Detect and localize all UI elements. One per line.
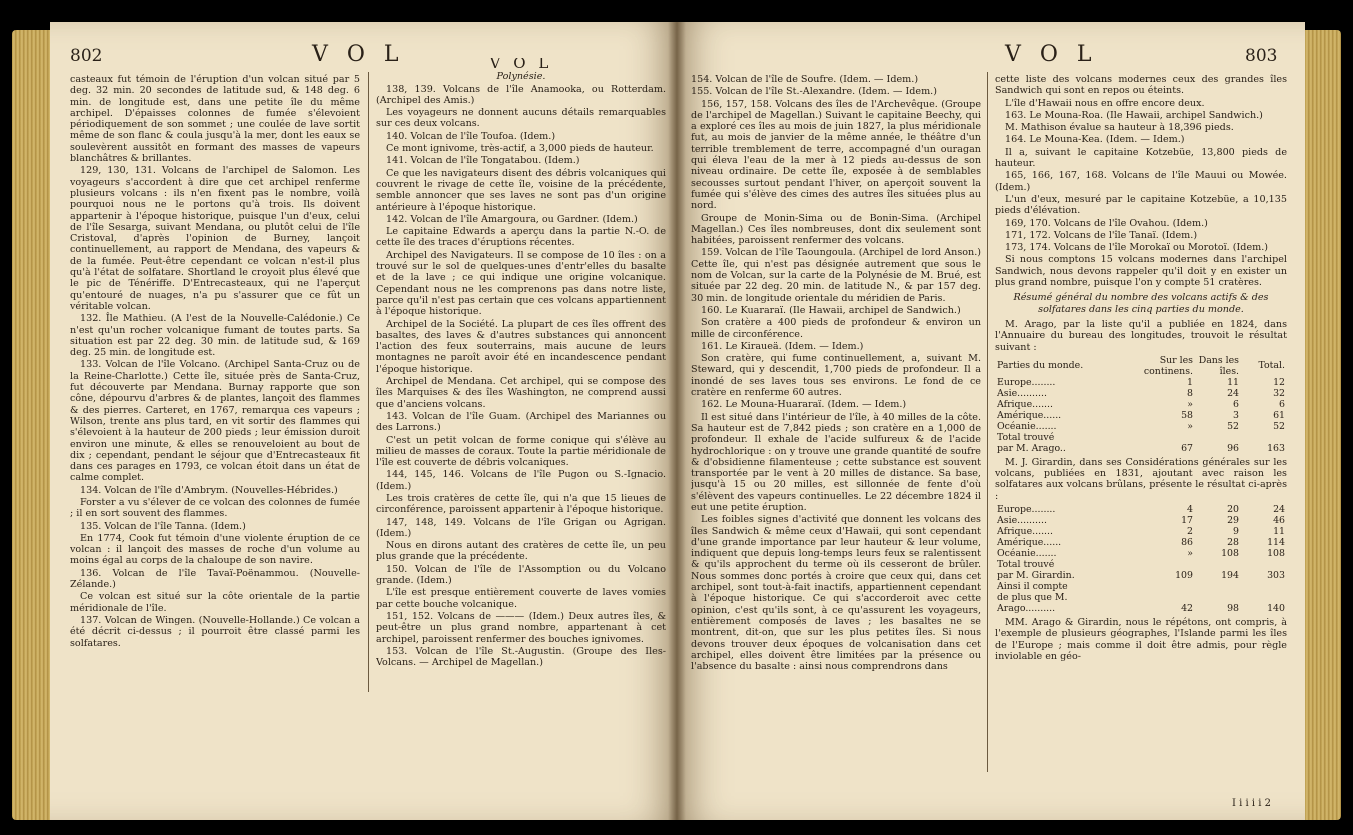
column-rule-right [987,72,988,772]
table-extra-label: de plus que M. [997,592,1068,604]
paragraph: 137. Volcan de Wingen. (Nouvelle-Hollande.) Ce volcan a été décrit ci-dessus ; il pourroit être classé parmi les solfatares. [70,614,360,649]
right-column-2 [995,74,1287,816]
paragraph: 140. Volcan de l'île Toufoa. (Idem.) [386,130,556,142]
table-cell: Asie.......... [997,515,1047,527]
right-page-number: 803 [1245,46,1278,66]
left-page-number: 802 [70,46,103,66]
table-total-label: Total trouvé [997,431,1055,443]
table-cell: 12 [1273,376,1285,388]
right-column-2-top [995,74,1287,288]
table-total-label: Total trouvé [997,559,1055,571]
table-cell: 11 [1227,376,1239,388]
table-cell: 29 [1227,515,1239,527]
paragraph: 155. Volcan de l'île St.-Alexandre. (Idem. — Idem.) [691,86,937,98]
paragraph: 156, 157, 158. Volcans des îles de l'Archevêque. (Groupe de l'archipel de Magellan.) Suivant le capitaine Beechy, qui a exploré ces îles au mois de juin 1827, la plus méridionale fut, au mois de janvier de la même année, le théâtre d'un terrible tremblement de terre, accompagné d'un ouragan qui éleva l'eau de la mer à 12 pieds au-dessus de son niveau ordinaire. De cette île, exposée à de semblables secousses surtout pendant l'hiver, on aperçoit souvent la fumée qui s'élève des cimes des autres îles situées plus au nord. [691,98,981,212]
paragraph: Archipel de la Société. La plupart de ces îles offrent des basaltes, des laves & d'autres substances qui annoncent l'action des feux souterrains, mais aucune de leurs montagnes ne paroît avoir été en incandescence pendant l'époque historique. [376,318,666,375]
table-cell: 6 [1233,398,1239,410]
table-cell: 194 [1221,570,1239,582]
table-cell: 86 [1181,537,1193,549]
paragraph: 173, 174. Volcans de l'île Morokaï ou Morotoï. (Idem.) [1005,242,1269,254]
paragraph: 134. Volcan de l'île d'Ambrym. (Nouvelles-Hébrides.) [80,484,338,496]
paragraph: 142. Volcan de l'île Amargoura, ou Gardner. (Idem.) [386,213,638,225]
signature-mark: I i i i i 2 [1232,798,1271,809]
paragraph: Les foibles signes d'activité que donnent les volcans des îles Sandwich & même ceux d'Hawaii, qui sont cependant d'une grande importance par leur hauteur & leur volume, indiquent que depuis long-temps leurs feux se ralentissent & qu'ils approchent du terme où ils cesseront de brûler. Nous sommes donc portés à croire que ceux qui, dans cet archipel, sont tout-à-fait inactifs, appartiennent cependant à l'époque historique. Ce qui s'accorderoit avec cette opinion, c'est qu'ils sont, à ce qu'assurent les voyageurs, entièrement composés de laves ; les basaltes ne se montrent, dit-on, que sur les plus petites îles. Si nous devons trouver deux époques de volcanisation dans cet archipel, elles doivent être limitées par la présence ou l'absence du basalte : ainsi nous comprendrons dans [691,514,981,673]
paragraph: 161. Le Kiraueä. (Idem. — Idem.) [701,340,864,352]
table-header-total: Total. [1258,360,1285,372]
left-page-header: V O L [312,42,405,67]
table-cell: 96 [1227,442,1239,454]
table-cell: 32 [1273,387,1285,399]
table-cell: 1 [1187,376,1193,388]
right-page [677,22,1305,820]
paragraph: 151, 152. Volcans de ——— (Idem.) Deux autres îles, & peut-être un plus grand nombre, appartenant à cet archipel, paroissent renfermer des bouches ignivomes. [376,610,666,645]
table-extra-label: Ainsi il compte [997,581,1068,593]
girardin-table-body [995,504,1287,559]
paragraph: Les voyageurs ne donnent aucuns détails remarquables sur ces deux volcans. [376,107,666,130]
table-cell: 9 [1233,526,1239,538]
left-page [50,22,677,820]
paragraph: 129, 130, 131. Volcans de l'archipel de Salomon. Les voyageurs s'accordent à dire que cet archipel renferme plusieurs volcans : ils n'en fixent pas le nombre, voilà pourquoi nous ne le portons qu'à trois. Ils doivent appartenir à l'époque historique, puisque l'un d'eux, celui de l'île Sesarga, suivant Mendana, ou plutôt celui de l'île Cristoval, d'après l'opinion de Burney, lançoit continuellement, au rapport de Mendana, des vapeurs & de la fumée. Peut-être cependant ce volcan n'est-il plus qu'à l'état de solfatare. Shortland le croyoit plus élevé que le pic de Ténériffe. D'Entrecasteaux, qui ne l'aperçut qu'entouré de nuages, n'a pu s'assurer que ce fût un véritable volcan. [70,165,360,312]
left-column-1 [70,74,360,814]
table-cell: Afrique....... [997,526,1054,538]
table-cell: Amérique...... [997,409,1062,421]
table-total-label: par M. Arago.. [997,442,1066,454]
paragraph: Forster a vu s'élever de ce volcan des colonnes de fumée ; il en sort souvent des flammes. [70,496,360,520]
table-cell: » [1187,398,1193,410]
table-cell: 58 [1181,409,1193,421]
summary-title: Résumé général du nombre des volcans actifs & des solfatares dans les cinq parties du monde. [1013,292,1269,315]
paragraph: C'est un petit volcan de forme conique qui s'élève au milieu de masses de coraux. Toute la partie méridionale de l'île est couverte de débris volcaniques. [376,434,666,469]
table-cell: Océanie....... [997,548,1057,560]
girardin-intro: M. J. Girardin, dans ses Considérations générales sur les volcans, publiées en 1831, ajoutant avec raison les solfatares aux volcans brûlans, présente le résultat ci-après : [995,456,1287,502]
paragraph: Si nous comptons 15 volcans modernes dans l'archipel Sandwich, nous devons rappeler qu'il doit y en exister un plus grand nombre, puisque l'on y compte 51 cratères. [995,254,1287,289]
paragraph: 169, 170. Volcans de l'île Ovahou. (Idem.) [1005,217,1208,229]
table-extra-label: Arago.......... [997,603,1056,615]
table-cell: 52 [1227,420,1239,432]
paragraph: 154. Volcan de l'île de Soufre. (Idem. — Idem.) [691,74,919,85]
table-row [995,399,1287,410]
table-row [995,410,1287,421]
table-cell: 17 [1181,515,1193,527]
paragraph: Il est situé dans l'intérieur de l'île, à 40 milles de la côte. Sa hauteur est de 7,842 pieds ; son cratère en a 1,000 de profondeur. Il exhale de l'acide sulfureux & de l'acide hydrochlorique : on y trouve une grande quantité de soufre & d'obsidienne filamenteuse ; cette substance est souvent transportée par le vent à 20 milles de distance. Sa base, jusqu'à 15 ou 20 milles, est sillonnée de fente d'où s'élèvent des vapeurs continuelles. Le 22 décembre 1824 il eut une petite éruption. [691,411,981,513]
paragraph: Son cratère, qui fume continuellement, a, suivant M. Steward, qui y descendit, 1,700 pieds de profondeur. Il a inondé de ses laves tous ses environs. Le fond de ce cratère en renferme 60 autres. [691,353,981,399]
paragraph: 136. Volcan de l'île Tavaï-Poënammou. (Nouvelle-Zélande.) [70,567,360,591]
paragraph: Archipel des Navigateurs. Il se compose de 10 îles : on a trouvé sur le sol de quelques-unes d'entr'elles du basalte et de la lave ; ce qui indique une origine volcanique. Cependant nous ne les comprenons pas dans notre liste, parce qu'il n'est pas certain que ces volcans appartiennent à l'époque historique. [376,249,666,318]
paragraph: 141. Volcan de l'île Tongatabou. (Idem.) [386,155,580,167]
paragraph: L'île d'Hawaii nous en offre encore deux. [1005,97,1205,109]
left-column-2-body [376,84,666,669]
table-row [995,526,1287,537]
section-title-polynesie: Polynésie. [496,71,546,83]
left-column-2 [376,58,666,814]
table-row [995,377,1287,388]
paragraph: En 1774, Cook fut témoin d'une violente éruption de ce volcan : il lançoit des masses de roche d'un volume au moins égal au corps de la chaloupe de son navire. [70,532,360,567]
table-cell: 3 [1233,409,1239,421]
table-cell: 6 [1279,398,1285,410]
table-cell: 140 [1267,603,1285,615]
table-cell: 8 [1187,387,1193,399]
table-row [995,548,1287,559]
arago-intro: M. Arago, par la liste qu'il a publiée en 1824, dans l'Annuaire du bureau des longitudes, trouvoit le résultat suivant : [995,318,1287,353]
paragraph: Le capitaine Edwards a aperçu dans la partie N.-O. de cette île des traces d'éruptions récentes. [376,226,666,249]
table-cell: 98 [1227,603,1239,615]
table-cell: Europe........ [997,376,1056,388]
paragraph: cette liste des volcans modernes ceux des grandes îles Sandwich qui sont en repos ou éteints. [995,74,1287,97]
table-cell: Océanie....... [997,420,1057,432]
paragraph: 147, 148, 149. Volcans de l'île Grigan ou Agrigan. (Idem.) [376,516,666,539]
paragraph: 164. Le Mouna-Kea. (Idem. — Idem.) [1005,134,1185,146]
table-header-parts: Parties du monde. [997,360,1084,372]
table-cell: 46 [1273,515,1285,527]
column-rule-left [368,72,369,692]
paragraph: Groupe de Monin-Sima ou de Bonin-Sima. (Archipel Magellan.) Ces îles nombreuses, dont dix seulement sont habitées, paroissent renfermer des volcans. [691,212,981,247]
closing-paragraph: MM. Arago & Girardin, nous le répétons, ont compris, à l'exemple de plusieurs géographes, l'Islande parmi les îles de l'Europe ; mais comme il doit être admis, pour règle inviolable en géo- [995,617,1287,662]
paragraph: 150. Volcan de l'île de l'Assomption ou du Volcano grande. (Idem.) [376,563,666,587]
paragraph: Ce que les navigateurs disent des débris volcaniques qui couvrent le rivage de cette île, voisine de la précédente, semble annoncer que ses laves ne sont pas d'un origine antérieure à l'époque historique. [376,167,666,213]
table-cell: 163 [1267,442,1285,454]
table-cell: 52 [1273,420,1285,432]
paragraph: 160. Le Kuararaï. (Ile Hawaii, archipel de Sandwich.) [701,304,961,316]
arago-table [995,355,1287,454]
book-gutter [668,22,686,820]
paragraph: Archipel de Mendana. Cet archipel, qui se compose des îles Marquises & des îles Washington, ne comprend aussi que d'anciens volcans. [376,376,666,410]
right-column-1 [691,74,981,814]
table-cell: 24 [1227,387,1239,399]
table-cell: » [1187,420,1193,432]
table-cell: 303 [1267,570,1285,582]
paragraph: casteaux fut témoin de l'éruption d'un volcan situé par 5 deg. 32 min. 20 secondes de latitude sud, & 148 deg. 6 min. de longitude est, dans une petite île du même archipel. D'épaisses colonnes de fumée s'élevoient périodiquement de son sommet ; une coulée de lave sortit même de son flanc & coula jusqu'à la mer, dont les eaux se soulevèrent aussitôt en formant des masses de vapeurs blanchâtres & brillantes. [70,74,360,165]
paragraph: Nous en dirons autant des cratères de cette île, un peu plus grande que la précédente. [376,540,666,563]
table-cell: Europe........ [997,504,1056,516]
table-cell: 11 [1273,526,1285,538]
table-cell: 24 [1273,504,1285,516]
table-row [995,388,1287,399]
table-cell: » [1187,548,1193,560]
table-cell: Afrique....... [997,398,1054,410]
paragraph: 163. Le Mouna-Roa. (Ile Hawaii, archipel Sandwich.) [1005,109,1263,121]
arago-table-body [995,377,1287,432]
page-edges-left [12,30,50,820]
paragraph: 132. Île Mathieu. (A l'est de la Nouvelle-Calédonie.) Ce n'est qu'un rocher volcanique fumant de toutes parts. Sa situation est par 22 deg. 30 min. de latitude sud, & 169 deg. 25 min. de longitude est. [70,313,360,359]
paragraph: 159. Volcan de l'île Taoungoula. (Archipel de lord Anson.) Cette île, qui n'est pas désignée autrement que sous le nom de Volcan, sur la carte de la Polynésie de M. Brué, est située par 22 deg. 20 min. de latitude N., & par 157 deg. 30 min. de longitude orientale du méridien de Paris. [691,247,981,304]
table-cell: 2 [1187,526,1193,538]
paragraph: 162. Le Mouna-Huararaï. (Idem. — Idem.) [701,399,907,411]
table-header-islands: Dans les îles. [1198,354,1239,377]
paragraph: 143. Volcan de l'île Guam. (Archipel des Mariannes ou des Larrons.) [376,410,666,434]
table-cell: 20 [1227,504,1239,516]
paragraph: 153. Volcan de l'île St.-Augustin. (Groupe des Iles-Volcans. — Archipel de Magellan.) [376,645,666,669]
table-cell: 109 [1175,570,1193,582]
paragraph: 135. Volcan de l'île Tanna. (Idem.) [80,520,246,532]
table-row [995,515,1287,526]
right-page-header: V O L [1005,42,1098,67]
table-row [995,421,1287,432]
paragraph: Son cratère a 400 pieds de profondeur & environ un mille de circonférence. [691,317,981,340]
paragraph: Ce volcan est situé sur la côte orientale de la partie méridionale de l'île. [70,591,360,614]
table-cell: 67 [1181,442,1193,454]
table-header-continents: Sur les continens. [1143,354,1194,377]
table-cell: 4 [1187,504,1193,516]
table-row [995,537,1287,548]
paragraph: 144, 145, 146. Volcans de l'île Pugon ou S.-Ignacio. (Idem.) [376,469,666,492]
page-edges-right [1305,30,1341,820]
paragraph: Ce mont ignivome, très-actif, a 3,000 pieds de hauteur. [386,143,654,155]
paragraph: Les trois cratères de cette île, qui n'a que 15 lieues de circonférence, paroissent appartenir à l'époque historique. [376,492,666,516]
paragraph: 133. Volcan de l'île Volcano. (Archipel Santa-Cruz ou de la Reine-Charlotte.) Cette île, située près de Santa-Cruz, fut découverte par Mendana. Burnay rapporte que son cône, dépourvu d'arbres & de plantes, lançoit des flammes & des pierres. Carteret, en 1767, remarqua ces vapeurs ; Wilson, trente ans plus tard, en vit sortir des flammes qui s'élevoient à la hauteur de 200 pieds ; leur émission duroit environ une minute, & elles se renouveloient au bout de dix ; cependant, pendant le séjour que d'Entrecasteaux fit dans ces parages en 1793, ce volcan étoit dans un état de calme complet. [70,359,360,484]
paragraph: 138, 139. Volcans de l'île Anamooka, ou Rotterdam. (Archipel des Amis.) [376,83,666,106]
table-cell: 108 [1221,548,1239,560]
table-cell: 61 [1273,409,1285,421]
paragraph: M. Mathison évalue sa hauteur à 18,396 pieds. [1005,122,1234,134]
table-cell: Amérique...... [997,537,1062,549]
table-cell: 28 [1227,537,1239,549]
paragraph: L'un d'eux, mesuré par le capitaine Kotzebüe, a 10,135 pieds d'élévation. [995,193,1287,217]
table-cell: Asie.......... [997,387,1047,399]
table-row [995,504,1287,515]
paragraph: Il a, suivant le capitaine Kotzebüe, 13,800 pieds de hauteur. [995,146,1287,170]
table-total-label: par M. Girardin. [997,570,1075,582]
girardin-table [995,504,1287,614]
paragraph: 165, 166, 167, 168. Volcans de l'île Mauui ou Mowée. (Idem.) [995,170,1287,193]
table-cell: 108 [1267,548,1285,560]
paragraph: 171, 172. Volcans de l'île Tanaï. (Idem.) [1005,229,1198,241]
table-cell: 42 [1181,603,1193,615]
column-header: V O L [489,58,553,72]
table-cell: 114 [1267,537,1285,549]
paragraph: L'île est presque entièrement couverte de laves vomies par cette bouche volcanique. [376,587,666,610]
